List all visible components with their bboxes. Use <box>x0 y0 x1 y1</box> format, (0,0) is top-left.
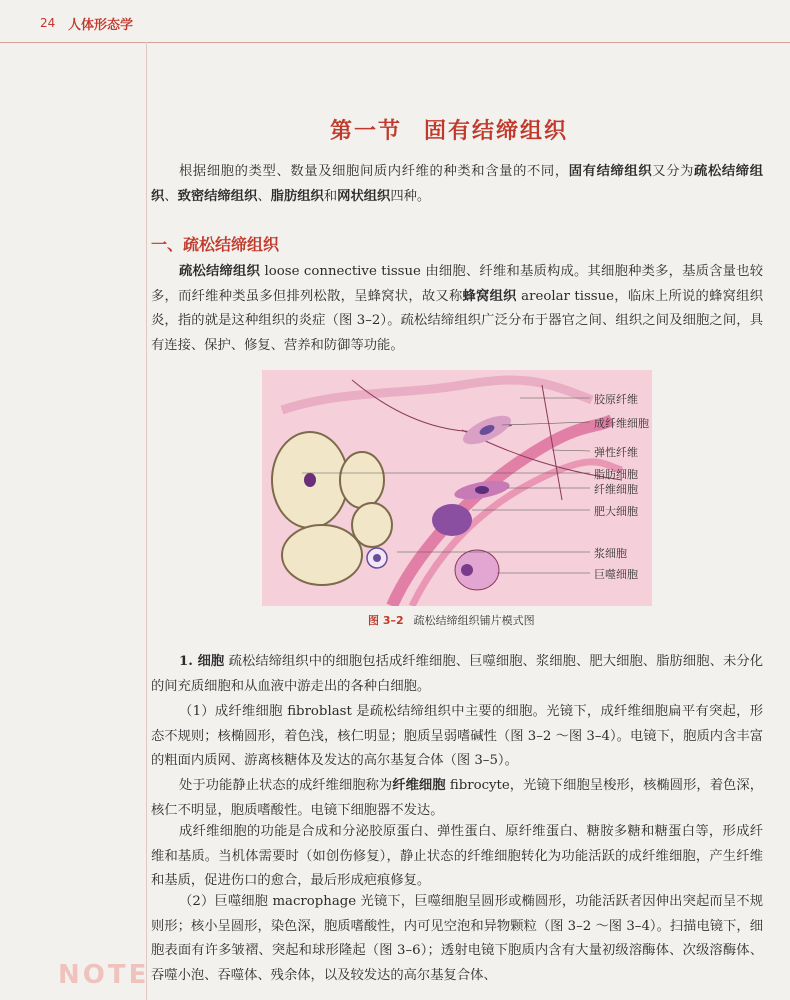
book-title: 人体形态学 <box>68 18 134 33</box>
label-collagen-fiber: 胶原纤维 <box>594 393 638 406</box>
page-header <box>0 0 790 44</box>
paragraph-macrophage: （2）巨噬细胞 macrophage 光镜下，巨噬细胞呈圆形或椭圆形，功能活跃者因伸出突起而呈不规则形；核小呈圆形，染色深，胞质嗜酸性，内可见空泡和异物颗粒（图 3–2 ～图 3–4）。扫描电镜下，细胞表面有许多皱褶、突起和球形隆起（图 3–6）；透射电镜下胞质内含有大量初级溶酶体、次级溶酶体、吞噬小泡、吞噬体、残余体，以及较发达的高尔基复合体、 <box>151 894 763 983</box>
header-divider <box>0 42 790 43</box>
paragraph-loose-connective: 疏松结缔组织 loose connective tissue 由细胞、纤维和基质构成。其细胞种类多，基质含量也较多，而纤维种类虽多但排列松散，呈蜂窝状，故又称蜂窝组织 areolar tissue，临床上所说的蜂窝组织炎，指的就是这种组织的炎症（图 3–2）。疏松结缔组织广泛分布于器官之间、组织之间及细胞之间，具有连接、保护、修复、营养和防御等功能。 <box>151 264 764 353</box>
page-number: 24 <box>40 16 56 30</box>
figure-number: 图 3–2 <box>368 614 404 627</box>
section-title <box>330 114 590 145</box>
figure-illustration <box>262 370 652 606</box>
paragraph-fibrocyte: 处于功能静止状态的成纤维细胞称为纤维细胞 fibrocyte，光镜下细胞呈梭形，核椭圆形，着色深，核仁不明显，胞质嗜酸性。电镜下细胞器不发达。 <box>151 778 764 818</box>
section-number: 第一节 <box>330 119 403 144</box>
section-name: 固有结缔组织 <box>424 119 569 144</box>
paragraph-fibroblast: （1）成纤维细胞 fibroblast 是疏松结缔组织中主要的细胞。光镜下，成纤维细胞扁平有突起，形态不规则；核椭圆形，着色浅，核仁明显；胞质呈弱嗜碱性（图 3–2 ～图 3–4）。电镜下，胞质内含丰富的粗面内质网、游离核糖体及发达的高尔基复合体（图 3–5）。 <box>151 704 763 768</box>
subheading: 一、疏松结缔组织 <box>151 235 280 254</box>
intro-paragraph: 根据细胞的类型、数量及细胞间质内纤维的种类和含量的不同，固有结缔组织又分为疏松结缔组织、致密结缔组织、脂肪组织和网状组织四种。 <box>151 164 764 204</box>
label-mast-cell: 肥大细胞 <box>594 505 638 518</box>
label-elastic-fiber: 弹性纤维 <box>594 446 638 459</box>
figure-caption <box>368 612 535 628</box>
label-fibrocyte: 纤维细胞 <box>594 483 638 496</box>
paragraph-fibroblast-function: 成纤维细胞的功能是合成和分泌胶原蛋白、弹性蛋白、原纤维蛋白、糖胺多糖和糖蛋白等，形成纤维和基质。当机体需要时（如创伤修复），静止状态的纤维细胞转化为功能活跃的成纤维细胞，产生纤维和基质，促进伤口的愈合，最后形成疤痕修复。 <box>151 824 763 888</box>
label-fat-cell: 脂肪细胞 <box>594 468 638 481</box>
label-macrophage: 巨噬细胞 <box>594 568 638 581</box>
margin-divider <box>146 42 147 1000</box>
paragraph-cells: 1. 细胞 疏松结缔组织中的细胞包括成纤维细胞、巨噬细胞、浆细胞、肥大细胞、脂肪细胞、未分化的间充质细胞和从血液中游走出的各种白细胞。 <box>151 654 764 694</box>
figure-title: 疏松结缔组织铺片模式图 <box>413 614 535 627</box>
note-logo: NOTE <box>58 960 150 990</box>
label-plasma-cell: 浆细胞 <box>594 547 627 560</box>
label-fibroblast: 成纤维细胞 <box>594 417 649 430</box>
